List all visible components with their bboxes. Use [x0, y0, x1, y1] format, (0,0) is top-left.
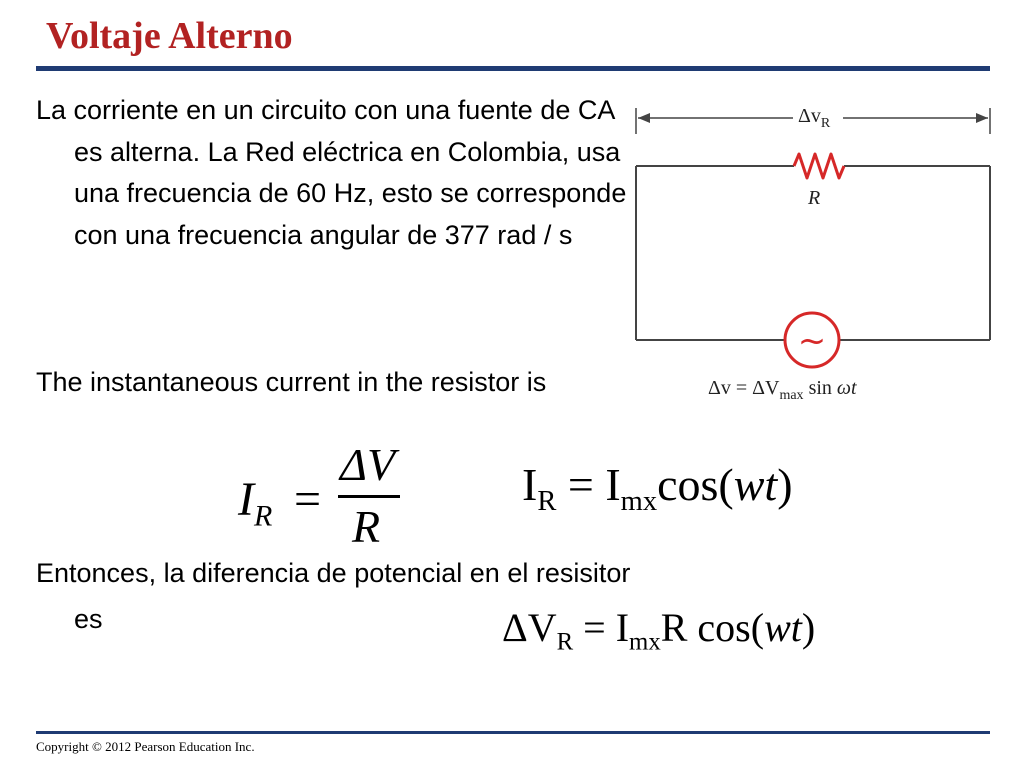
title-divider	[36, 66, 990, 71]
paragraph-current: The instantaneous current in the resistor is	[36, 367, 547, 397]
paragraph-intro: La corriente en un circuito con una fuente de CA es alterna. La Red eléctrica en Colombia, usa una frecuencia de 60 Hz, esto se corresponde con una frecuencia angular de 377 rad / s	[36, 95, 627, 250]
ac-wave-symbol: ~	[797, 321, 827, 361]
eq-ir-equals: =	[294, 473, 322, 526]
paragraph-potential: Entonces, la diferencia de potencial en el resisitor es	[36, 558, 631, 634]
resistor-icon	[794, 154, 844, 178]
delta-vr-label: $\Delta v_R$	[798, 105, 831, 131]
eq-ir-numerator: ΔV	[340, 439, 396, 490]
footer-divider	[36, 731, 990, 734]
fraction-bar	[338, 495, 400, 498]
source-voltage-equation: $\Delta v = \Delta V_{max}$ sin ωt	[708, 377, 857, 403]
rc-circuit-diagram	[628, 92, 998, 412]
arrowhead-right	[976, 113, 988, 123]
arrowhead-left	[638, 113, 650, 123]
eq-ir-denominator: R	[352, 501, 381, 552]
copyright-footer: Copyright © 2012 Pearson Education Inc.	[36, 739, 255, 754]
equation-voltage-resistor: $\Delta V_R = I_{mx}R$ cos(wt)	[502, 605, 816, 656]
slide-title: Voltaje Alterno	[46, 15, 293, 57]
eq-ir-lhs: $I_R$	[238, 473, 273, 533]
equation-current-cos: $I_R = I_{mx}\cos(wt)$	[522, 459, 793, 517]
resistor-label: R	[808, 187, 821, 209]
equation-current-ohm	[232, 438, 412, 550]
